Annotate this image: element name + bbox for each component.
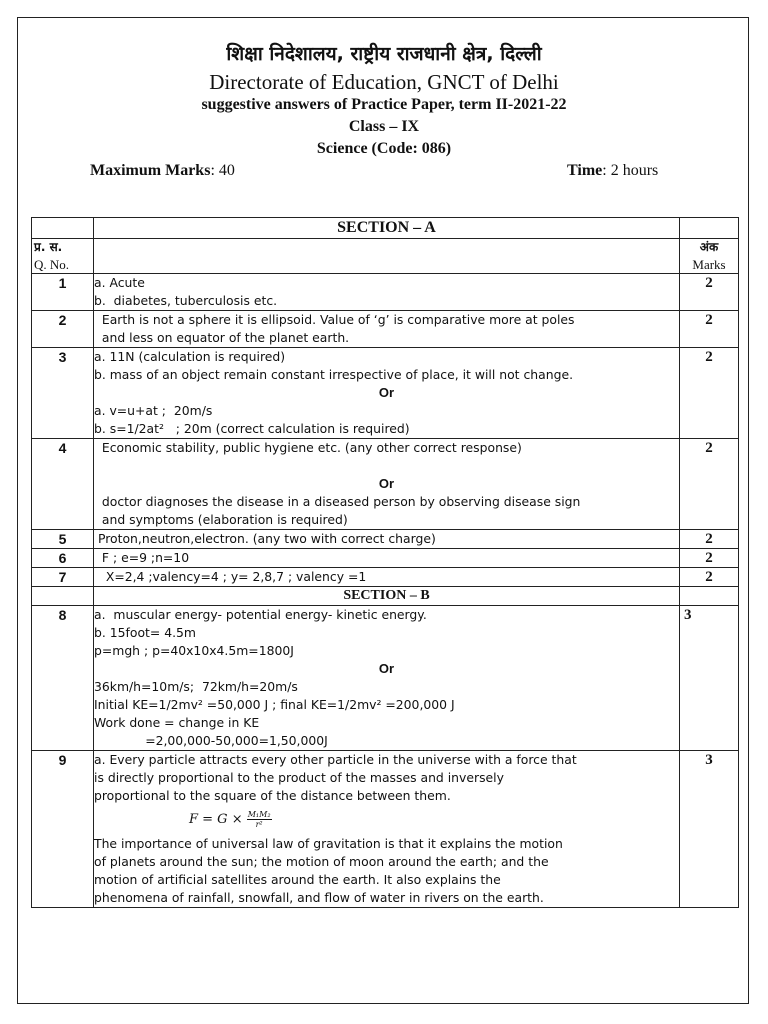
gravitation-formula	[94, 805, 679, 835]
marks-value: 2	[680, 274, 739, 311]
answer-text	[94, 311, 680, 348]
or-separator: Or	[378, 661, 395, 676]
table-row	[32, 549, 739, 568]
answer-line: Economic stability, public hygiene etc. (any other correct response)	[94, 440, 522, 455]
hindi-title: शिक्षा निदेशालय, राष्ट्रीय राजधानी क्षेत्र, दिल्ली	[226, 43, 542, 65]
answer-line: Earth is not a sphere it is ellipsoid. Value of ‘g’ is comparative more at poles	[94, 312, 575, 327]
section-b-header-row	[32, 587, 739, 606]
marks-value: 3	[680, 751, 739, 908]
table-row	[32, 606, 739, 751]
answer-line: The importance of universal law of gravitation is that it explains the motion	[94, 836, 563, 851]
answer-text	[94, 751, 680, 908]
section-a-header-row	[32, 218, 739, 239]
answer-line: Proton,neutron,electron. (any two with correct charge)	[94, 531, 436, 546]
answer-line: a. v=u+at ; 20m/s	[94, 403, 213, 418]
qno-header: Q. No.	[34, 257, 70, 272]
marks-value: 2	[680, 568, 739, 587]
english-title: Directorate of Education, GNCT of Delhi	[209, 70, 559, 94]
answer-line: X=2,4 ;valency=4 ; y= 2,8,7 ; valency =1	[94, 569, 367, 584]
table-row	[32, 439, 739, 530]
max-marks-value: : 40	[210, 162, 235, 179]
answer-line: is directly proportional to the product of the masses and inversely	[94, 770, 504, 785]
answer-line: phenomena of rainfall, snowfall, and flow of water in rivers on the earth.	[94, 890, 544, 905]
subtitle: suggestive answers of Practice Paper, term II-2021-22	[201, 96, 567, 113]
question-number: 8	[32, 606, 94, 751]
answer-text	[94, 274, 680, 311]
question-number: 1	[32, 274, 94, 311]
answer-line: a. Every particle attracts every other particle in the universe with a force that	[94, 752, 577, 767]
answer-line: a. muscular energy- potential energy- kinetic energy.	[94, 607, 427, 622]
answer-text	[94, 348, 680, 439]
formula-fraction	[247, 810, 272, 829]
marks-value: 2	[680, 348, 739, 439]
answer-line: b. mass of an object remain constant irrespective of place, it will not change.	[94, 367, 574, 382]
answer-table	[31, 217, 739, 908]
marks-value: 2	[680, 549, 739, 568]
answer-line: b. 15foot= 4.5m	[94, 625, 196, 640]
section-b-title: SECTION – B	[94, 587, 680, 606]
marks-value: 2	[680, 530, 739, 549]
formula-lhs: F = G ×	[189, 812, 247, 827]
table-row	[32, 348, 739, 439]
formula-numerator: M₁M₂	[247, 810, 271, 819]
time-value: : 2 hours	[602, 162, 659, 179]
marks-header-hindi: अंक	[699, 240, 719, 254]
table-row	[32, 274, 739, 311]
answer-line: of planets around the sun; the motion of moon around the earth; and the	[94, 854, 549, 869]
column-header-row	[32, 239, 739, 274]
answer-line: F ; e=9 ;n=10	[94, 550, 190, 565]
marks-value: 2	[680, 439, 739, 530]
answer-text	[94, 606, 680, 751]
question-number: 3	[32, 348, 94, 439]
answer-text	[94, 549, 680, 568]
answer-line: motion of artificial satellites around the earth. It also explains the	[94, 872, 501, 887]
table-row	[32, 568, 739, 587]
answer-line: p=mgh ; p=40x10x4.5m=1800J	[94, 643, 294, 658]
answer-line: 36km/h=10m/s; 72km/h=20m/s	[94, 679, 298, 694]
question-number: 6	[32, 549, 94, 568]
question-number: 5	[32, 530, 94, 549]
answer-text	[94, 530, 680, 549]
table-row	[32, 530, 739, 549]
answer-line: a. Acute	[94, 275, 145, 290]
answer-line: =2,00,000-50,000=1,50,000J	[94, 733, 328, 748]
answer-line: proportional to the square of the distance between them.	[94, 788, 451, 803]
table-row	[32, 751, 739, 908]
answer-line: b. s=1/2at² ; 20m (correct calculation is required)	[94, 421, 410, 436]
qno-header-hindi: प्र. स.	[34, 240, 63, 254]
or-separator: Or	[378, 476, 395, 491]
time-allowed	[567, 162, 658, 180]
answer-text	[94, 568, 680, 587]
question-number: 2	[32, 311, 94, 348]
marks-value: 2	[680, 311, 739, 348]
class-label: Class – IX	[348, 118, 420, 135]
question-number: 9	[32, 751, 94, 908]
answer-line: doctor diagnoses the disease in a diseased person by observing disease sign	[94, 494, 581, 509]
answer-line: b. diabetes, tuberculosis etc.	[94, 293, 278, 308]
answer-line: a. 11N (calculation is required)	[94, 349, 286, 364]
answer-text	[94, 439, 680, 530]
max-marks-label: Maximum Marks	[90, 162, 211, 179]
subject-label: Science (Code: 086)	[316, 140, 452, 157]
section-a-title: SECTION – A	[94, 218, 680, 239]
formula-denominator: r²	[255, 820, 263, 829]
marks-header: Marks	[692, 257, 726, 272]
answer-line: Work done = change in KE	[94, 715, 260, 730]
max-marks	[90, 162, 235, 180]
answer-line: Initial KE=1/2mv² =50,000 J ; final KE=1/2mv² =200,000 J	[94, 697, 455, 712]
question-number: 4	[32, 439, 94, 530]
table-row	[32, 311, 739, 348]
or-separator: Or	[378, 385, 395, 400]
time-label: Time	[567, 162, 603, 179]
answer-line: and less on equator of the planet earth.	[94, 330, 350, 345]
question-number: 7	[32, 568, 94, 587]
marks-value: 3	[680, 606, 739, 751]
answer-line: and symptoms (elaboration is required)	[94, 512, 348, 527]
